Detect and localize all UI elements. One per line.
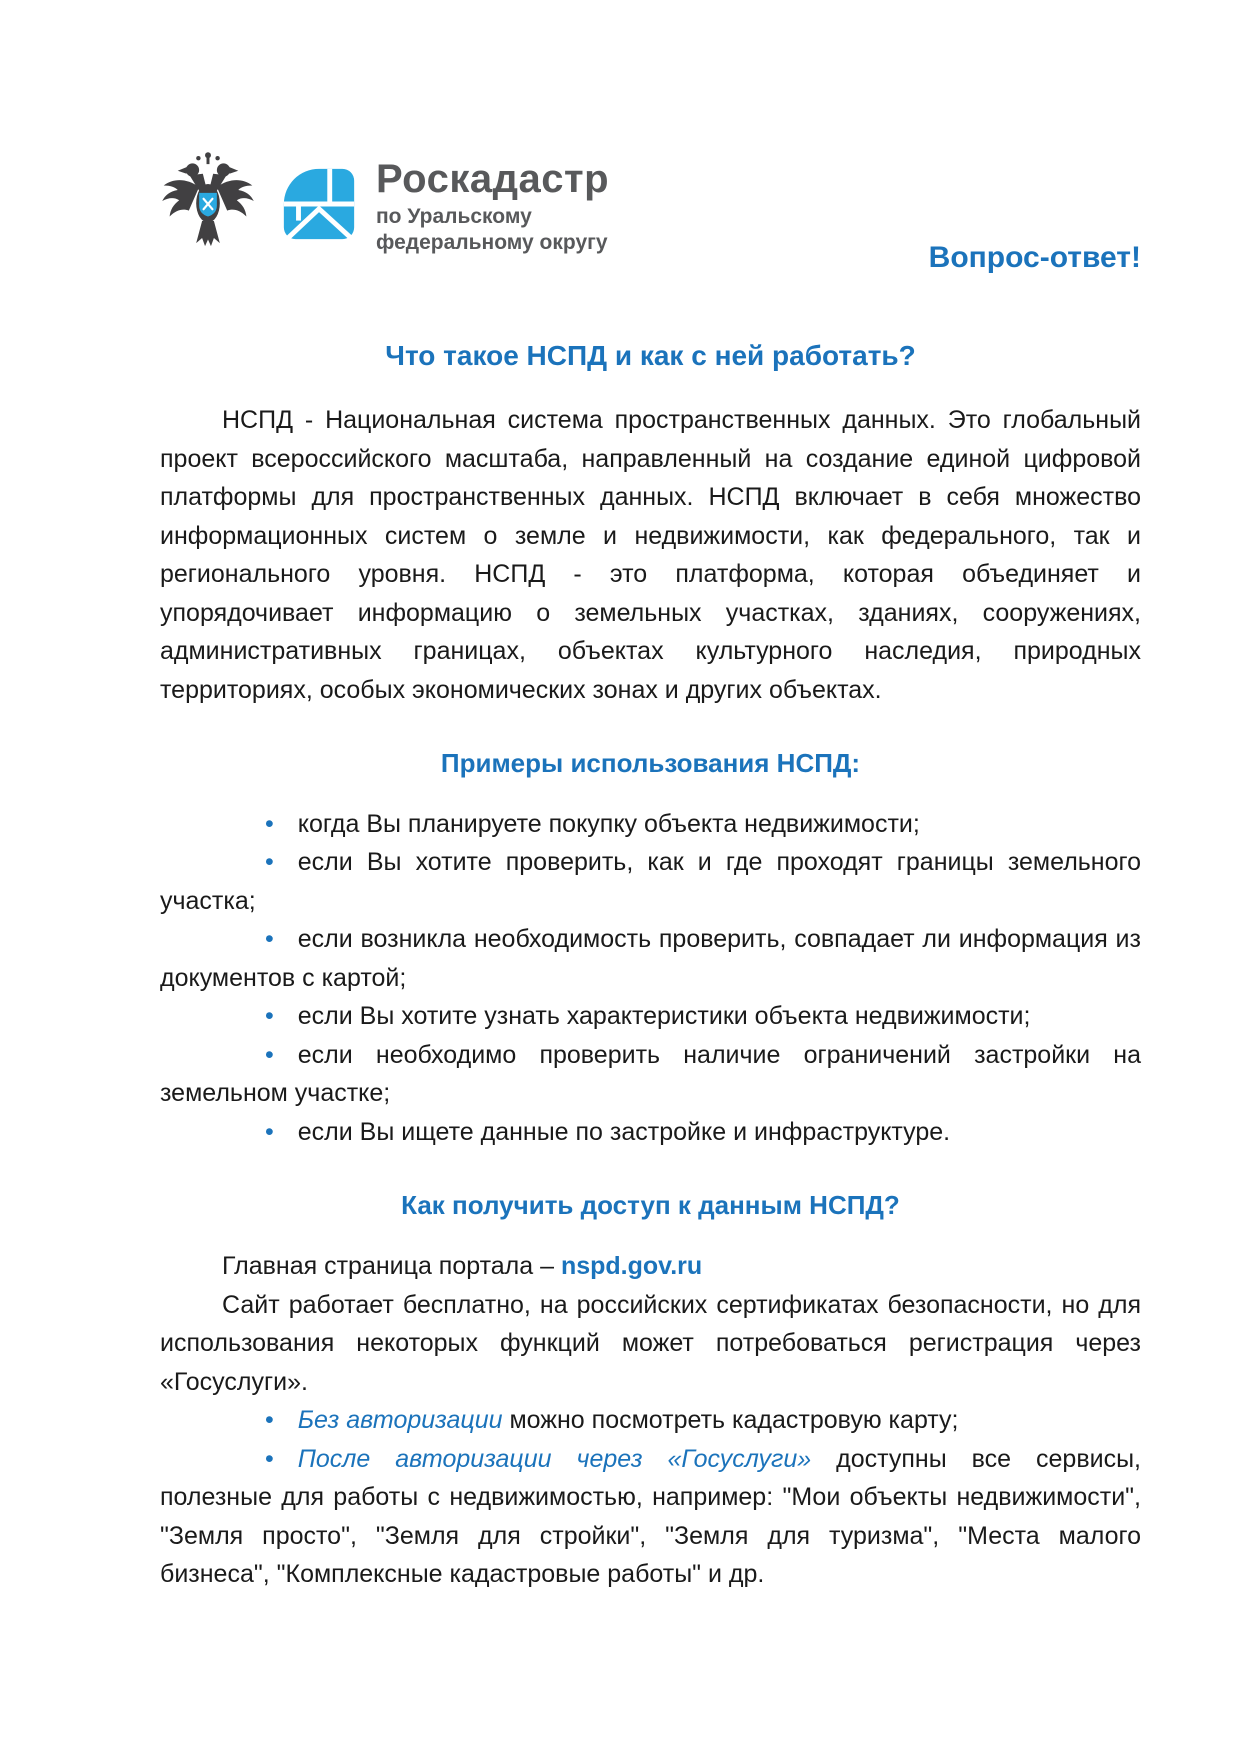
bullet-icon: •: [265, 925, 274, 954]
auth-list: [160, 1401, 1141, 1594]
org-text-block: [376, 158, 609, 255]
list-item: [160, 1401, 1141, 1440]
list-item-text: если необходимо проверить наличие ограничений застройки на земельном участке;: [160, 1040, 1141, 1108]
portal-prefix: Главная страница портала –: [222, 1252, 561, 1281]
examples-heading: Примеры использования НСПД:: [440, 748, 861, 778]
auth-lead: Без авторизации: [297, 1406, 503, 1435]
org-region-line1: по Уральскому: [376, 204, 532, 228]
site-info-paragraph: Сайт работает бесплатно, на российских сертификатах безопасности, но для использования некоторых функций может потребоваться регистрация через «Госуслуги».: [160, 1290, 1141, 1396]
list-item-text: если Вы хотите проверить, как и где проходят границы земельного участка;: [160, 848, 1141, 915]
bullet-icon: •: [265, 1117, 274, 1146]
list-item: [160, 805, 1141, 844]
page-title: Что такое НСПД и как с ней работать?: [385, 340, 916, 371]
examples-list: [160, 805, 1141, 1152]
auth-rest: можно посмотреть кадастровую карту;: [502, 1406, 959, 1435]
portal-paragraph: [160, 1247, 1141, 1286]
list-item-text: если возникла необходимость проверить, совпадает ли информация из документов с картой;: [160, 925, 1141, 992]
list-item: [160, 843, 1141, 920]
org-region-line2: федеральному округу: [376, 230, 608, 254]
bullet-icon: •: [265, 1444, 274, 1473]
list-item: [160, 1113, 1141, 1152]
bullet-icon: •: [265, 1002, 274, 1031]
list-item-text: когда Вы планируете покупку объекта недвижимости;: [297, 809, 920, 838]
bullet-icon: •: [265, 809, 274, 838]
list-item: [160, 1036, 1141, 1113]
bullet-icon: •: [265, 1040, 274, 1069]
list-item: [160, 1440, 1141, 1594]
list-item-text: если Вы хотите узнать характеристики объекта недвижимости;: [297, 1002, 1031, 1031]
org-region: [376, 204, 609, 255]
bullet-icon: •: [265, 1406, 274, 1435]
org-name: Роскадастр: [376, 156, 610, 201]
double-headed-eagle-emblem-icon: [160, 148, 256, 265]
intro-paragraph: НСПД - Национальная система пространственных данных. Это глобальный проект всероссийского масштаба, направленный на создание единой цифровой платформы для пространственных данных. НСПД включает в себя множество информационных систем о земле и недвижимости, как федерального, так и регионального уровня. НСПД - это платформа, которая объединяет и упорядочивает информацию о земельных участках, зданиях, сооружениях, административных границах, объектах культурного наследия, природных территориях, особых экономических зонах и других объектах.: [160, 406, 1141, 704]
list-item: [160, 997, 1141, 1036]
portal-link[interactable]: nspd.gov.ru: [560, 1252, 703, 1281]
question-answer-banner: Вопрос-ответ!: [928, 241, 1141, 274]
access-heading: Как получить доступ к данным НСПД?: [401, 1190, 900, 1221]
auth-lead: После авторизации через «Госуслуги»: [297, 1444, 812, 1473]
roskadastr-logo-icon: [256, 163, 360, 250]
bullet-icon: •: [265, 848, 274, 877]
list-item: [160, 920, 1141, 997]
list-item-text: если Вы ищете данные по застройке и инфраструктуре.: [297, 1117, 951, 1146]
auth-rest: доступны все сервисы, полезные для работы с недвижимостью, например: "Мои объекты недвижимости", "Земля просто", "Земля для стройки", "Земля для туризма", "Места малого бизнеса", "Комплексные кадастровые работы" и др.: [160, 1444, 1141, 1589]
